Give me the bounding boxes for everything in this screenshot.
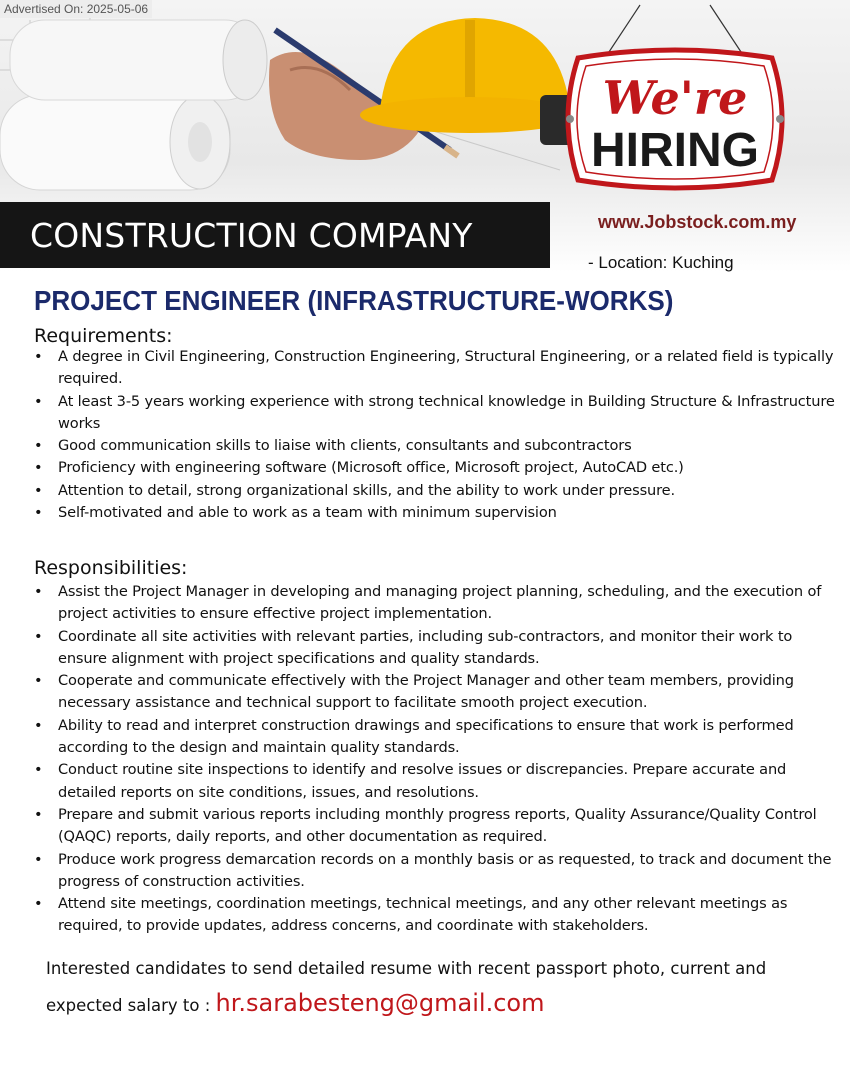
company-name: CONSTRUCTION COMPANY	[30, 215, 473, 255]
list-item	[34, 849, 844, 894]
sign-rivet-right	[776, 115, 784, 123]
bullet-icon: •	[34, 895, 43, 913]
contact-email-link[interactable]: hr.sarabesteng@gmail.com	[215, 989, 545, 1017]
bullet-icon: •	[34, 437, 43, 455]
advertised-date: Advertised On: 2025-05-06	[0, 0, 152, 18]
sign-text-hiring: HIRING	[591, 124, 759, 177]
header-banner	[0, 0, 850, 272]
list-item-text: Cooperate and communicate effectively with the Project Manager and other team members, providing necessary assistance and technical support to facilitate smooth project execution.	[58, 672, 794, 712]
requirements-heading: Requirements:	[34, 325, 173, 347]
location	[588, 253, 734, 272]
sign-rivet-left	[566, 115, 574, 123]
list-item	[34, 626, 844, 671]
bullet-icon: •	[34, 481, 43, 499]
hiring-sign	[560, 44, 790, 194]
list-item	[34, 893, 844, 938]
bullet-icon: •	[34, 672, 43, 690]
list-item-text: Self-motivated and able to work as a team with minimum supervision	[58, 504, 557, 522]
bullet-icon: •	[34, 716, 43, 734]
sign-text-were: We're	[602, 71, 748, 125]
bullet-icon: •	[34, 392, 43, 410]
list-item-text: Attend site meetings, coordination meetings, technical meetings, and any other relevant meetings as required, to provide updates, address concerns, and coordinate with stakeholders.	[58, 895, 788, 935]
bullet-icon: •	[34, 850, 43, 868]
list-item	[34, 715, 844, 760]
bullet-icon: •	[34, 627, 43, 645]
company-bar	[0, 202, 550, 268]
list-item	[34, 670, 844, 715]
list-item	[34, 759, 844, 804]
list-item	[34, 346, 844, 391]
bullet-icon: •	[34, 761, 43, 779]
bullet-icon: •	[34, 583, 43, 600]
list-item	[34, 480, 844, 502]
bullet-icon: •	[34, 805, 43, 823]
location-label: - Location:	[588, 253, 668, 272]
list-item-text: Conduct routine site inspections to identify and resolve issues or discrepancies. Prepare accurate and detailed reports on site conditions, issues, and resolutions.	[58, 761, 787, 801]
list-item-text: Produce work progress demarcation records on a monthly basis or as requested, to track and document the progress of construction activities.	[58, 850, 832, 890]
list-item	[34, 804, 844, 849]
responsibilities-heading: Responsibilities:	[34, 557, 188, 579]
list-item-text: Good communication skills to liaise with clients, consultants and subcontractors	[58, 437, 632, 455]
list-item	[34, 457, 844, 479]
list-item	[34, 391, 844, 436]
website-link[interactable]: www.Jobstock.com.my	[598, 212, 797, 232]
contact-block	[46, 952, 836, 1023]
hard-hat	[360, 18, 580, 145]
list-item-text: Attention to detail, strong organizational skills, and the ability to work under pressure.	[58, 481, 675, 499]
location-value: Kuching	[672, 253, 734, 272]
bullet-icon: •	[34, 348, 43, 365]
contact-text: Interested candidates to send detailed resume with recent passport photo, current and expected salary to	[46, 959, 767, 1015]
bullet-icon: •	[34, 459, 43, 477]
bullet-icon: •	[34, 504, 43, 522]
list-item-text: Ability to read and interpret construction drawings and specifications to ensure that work is performed according to the design and maintain quality standards.	[58, 716, 794, 757]
list-item	[34, 435, 844, 457]
list-item-text: Proficiency with engineering software (Microsoft office, Microsoft project, AutoCAD etc.)	[58, 459, 684, 477]
list-item-text: Prepare and submit various reports including monthly progress reports, Quality Assurance/Quality Control (QAQC) reports, daily reports, and other documentation as required.	[58, 805, 817, 846]
list-item-text: Assist the Project Manager in developing and managing project planning, scheduling, and the execution of project activities to ensure effective project implementation.	[58, 583, 822, 623]
blueprint-rolls	[0, 20, 267, 190]
job-title: PROJECT ENGINEER (INFRASTRUCTURE-WORKS)	[34, 285, 674, 316]
list-item	[34, 502, 844, 524]
list-item	[34, 581, 844, 626]
responsibilities-list	[34, 581, 844, 938]
list-item-text: Coordinate all site activities with relevant parties, including sub-contractors, and monitor their work to ensure alignment with project specifications and quality standards.	[58, 627, 793, 667]
list-item-text: A degree in Civil Engineering, Construction Engineering, Structural Engineering, or a related field is typically required.	[58, 348, 834, 388]
list-item-text: At least 3-5 years working experience with strong technical knowledge in Building Structure & Infrastructure works	[58, 392, 835, 432]
requirements-list	[34, 346, 844, 524]
contact-separator: :	[204, 996, 211, 1015]
